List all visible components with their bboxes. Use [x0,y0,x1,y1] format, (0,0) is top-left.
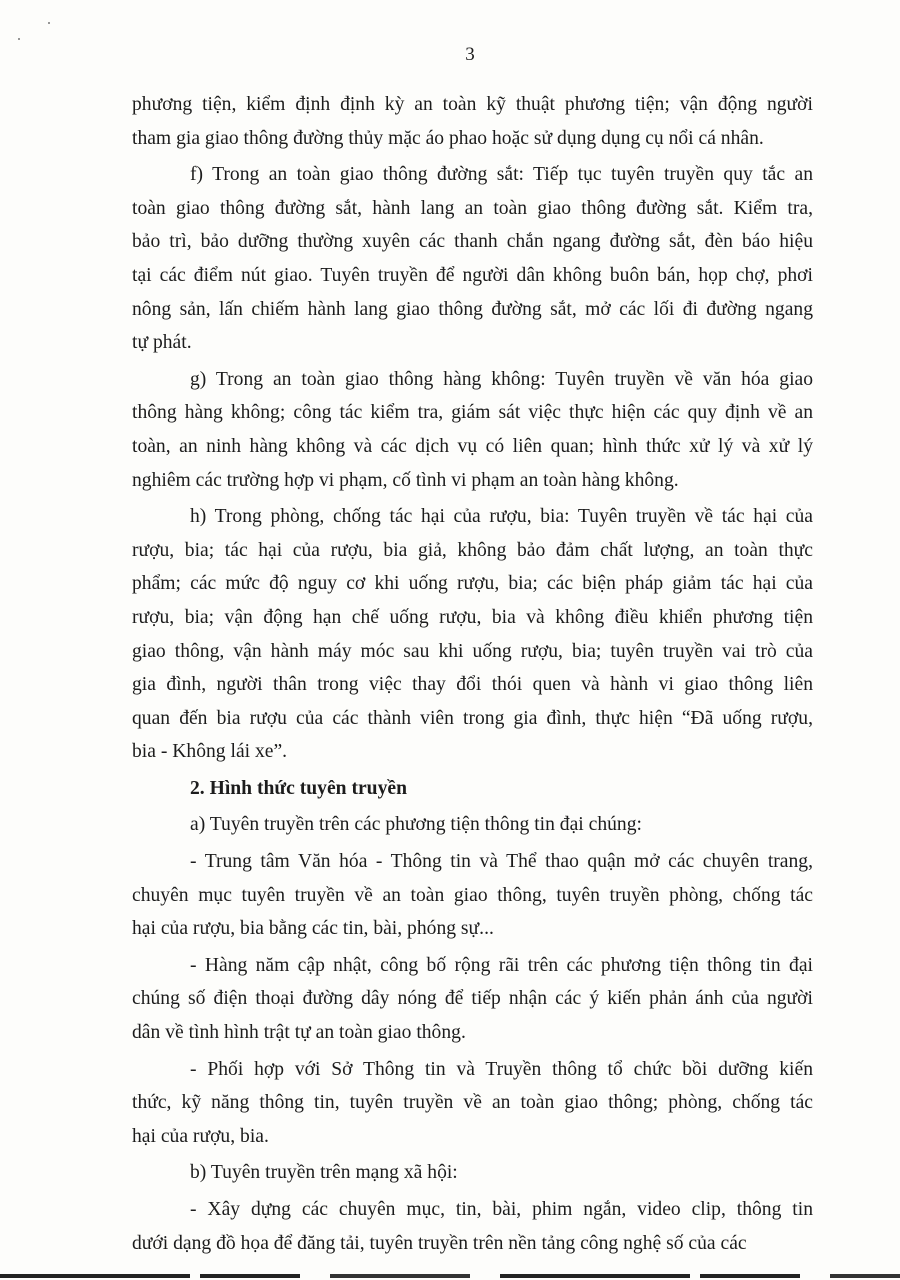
text-line: dưới dạng đồ họa để đăng tải, tuyên truyền trên nền tảng công nghệ số của các [132,1232,747,1254]
paragraph [132,1193,813,1260]
text-line: - Hàng năm cập nhật, công bố rộng rãi trên các phương tiện thông tin đại [190,954,813,976]
text-line: toàn giao thông đường sắt, hành lang an toàn giao thông đường sắt. Kiểm tra, [132,197,813,219]
text-line: bia - Không lái xe”. [132,741,288,763]
text-line: nghiêm các trường hợp vi phạm, cố tình vi phạm an toàn hàng không. [132,469,679,491]
text-line: nông sản, lấn chiếm hành lang giao thông đường sắt, mở các lối đi đường ngang [132,298,813,320]
text-line: - Xây dựng các chuyên mục, tin, bài, phim ngắn, video clip, thông tin [190,1199,813,1220]
text-line: bảo trì, bảo dưỡng thường xuyên các thanh chắn ngang đường sắt, đèn báo hiệu [132,231,813,253]
text-line: chúng số điện thoại đường dây nóng để tiếp nhận các ý kiến phản ánh của người [132,988,813,1010]
text-line: giao thông, vận hành máy móc sau khi uống rượu, bia; tuyên truyền vai trò của [132,640,813,662]
text-line: 2. Hình thức tuyên truyền [190,777,407,799]
page-number: 3 [465,44,475,65]
paragraph [132,88,813,155]
paragraph [132,808,813,842]
paragraph [132,1053,813,1154]
paragraph [132,845,813,946]
scan-bottom-edge [0,1274,900,1278]
text-line: toàn, an ninh hàng không và các dịch vụ có liên quan; hình thức xử lý và xử lý [132,435,813,457]
text-line: gia đình, người thân trong việc thay đổi thói quen và hành vi giao thông liên [132,674,813,696]
paragraph [132,500,813,769]
paragraph [132,158,813,360]
text-line: thức, kỹ năng thông tin, tuyên truyền về an toàn giao thông; phòng, chống tác [132,1092,813,1114]
text-line: tham gia giao thông đường thủy mặc áo phao hoặc sử dụng dụng cụ nổi cá nhân. [132,127,764,149]
text-line: b) Tuyên truyền trên mạng xã hội: [190,1162,458,1184]
text-line: phẩm; các mức độ nguy cơ khi uống rượu, bia; các biện pháp giảm tác hại của [132,573,813,595]
text-line: - Trung tâm Văn hóa - Thông tin và Thể thao quận mở các chuyên trang, [190,851,813,873]
text-line: quan đến bia rượu của các thành viên trong gia đình, thực hiện “Đã uống rượu, [132,707,813,729]
text-line: hại của rượu, bia. [132,1125,269,1147]
text-line: a) Tuyên truyền trên các phương tiện thông tin đại chúng: [190,814,642,836]
text-line: f) Trong an toàn giao thông đường sắt: Tiếp tục tuyên truyền quy tắc an [190,164,813,186]
scan-speck [48,22,50,24]
text-line: rượu, bia; vận động hạn chế uống rượu, bia và không điều khiển phương tiện [132,606,813,628]
text-line: phương tiện, kiểm định định kỳ an toàn kỹ thuật phương tiện; vận động người [132,94,813,115]
text-line: hại của rượu, bia bằng các tin, bài, phóng sự... [132,918,494,940]
text-line: thông hàng không; công tác kiểm tra, giám sát việc thực hiện các quy định về an [132,402,813,424]
text-line: g) Trong an toàn giao thông hàng không: Tuyên truyền về văn hóa giao [190,368,813,390]
scan-speck [18,38,20,40]
text-line: chuyên mục tuyên truyền về an toàn giao thông, tuyên truyền phòng, chống tác [132,884,813,906]
text-line: dân về tình hình trật tự an toàn giao thông. [132,1022,466,1044]
paragraph [132,363,813,497]
text-line: tại các điểm nút giao. Tuyên truyền để người dân không buôn bán, họp chợ, phơi [132,264,813,286]
text-line: - Phối hợp với Sở Thông tin và Truyền thông tổ chức bồi dưỡng kiến [190,1058,813,1080]
paragraph [132,949,813,1050]
text-line: rượu, bia; tác hại của rượu, bia giả, không bảo đảm chất lượng, an toàn thực [132,539,813,561]
document-body [132,88,813,1263]
section-heading [132,772,813,806]
text-line: tự phát. [132,332,192,354]
paragraph [132,1156,813,1190]
text-line: h) Trong phòng, chống tác hại của rượu, bia: Tuyên truyền về tác hại của [190,506,813,528]
